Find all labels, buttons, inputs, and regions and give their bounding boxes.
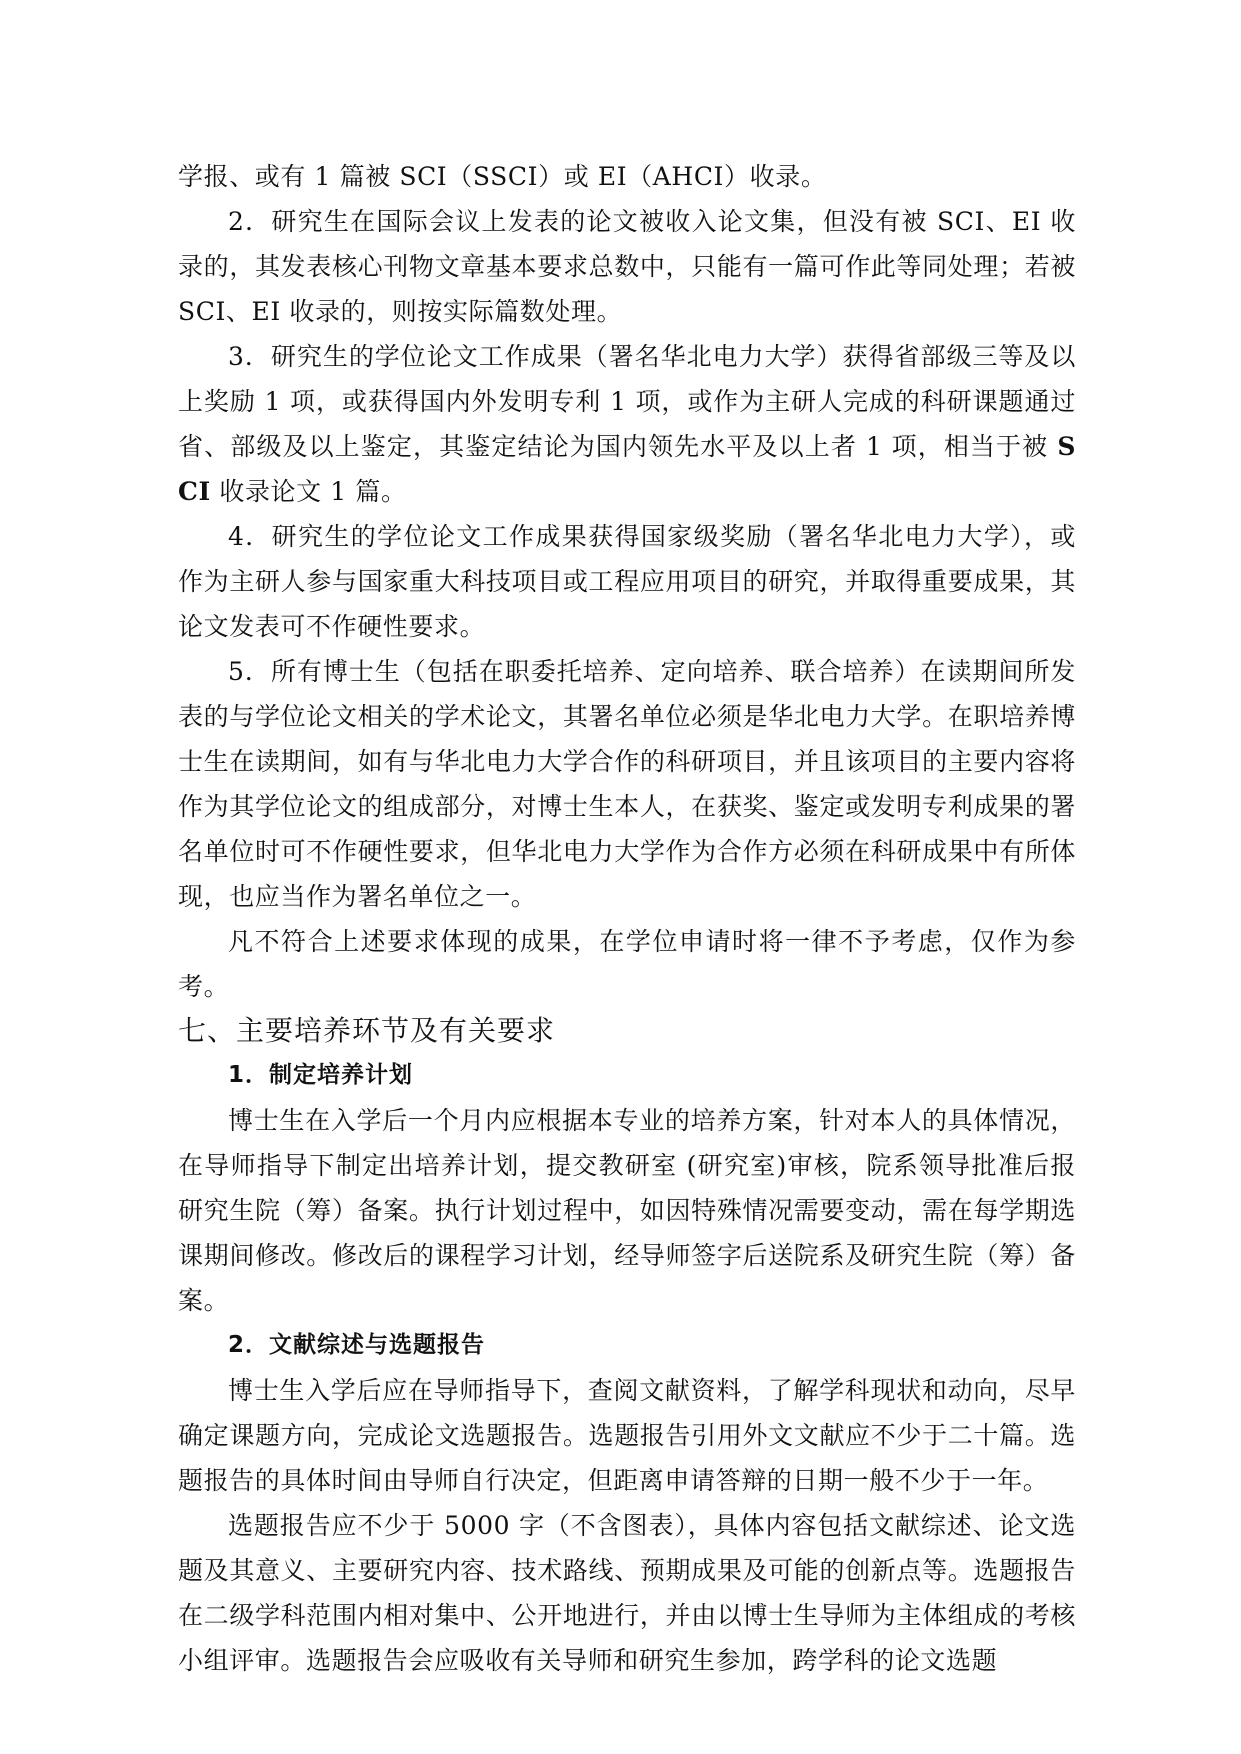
subsection-title-plan: 1．制定培养计划 [228, 1062, 414, 1088]
paragraph-note: 凡不符合上述要求体现的成果，在学位申请时将一律不予考虑，仅作为参考。 [178, 927, 1076, 1001]
paragraph-item-3-text: 3．研究生的学位论文工作成果（署名华北电力大学）获得省部级三等及以上奖励 1 项，或获得国内外发明专利 1 项，或作为主研人完成的科研课题通过省、部级及以上鉴定，其鉴定结论为国内领先水平及以上者 1 项，相当于被 [178, 342, 1076, 461]
paragraph-literature-1: 博士生入学后应在导师指导下，查阅文献资料，了解学科现状和动向，尽早确定课题方向，完成论文选题报告。选题报告引用外文文献应不少于二十篇。选题报告的具体时间由导师自行决定，但距离申请答辩的日期一般不少于一年。 [178, 1376, 1076, 1495]
subsection-title-literature: 2．文献综述与选题报告 [228, 1332, 486, 1358]
paragraph-item-3 [178, 334, 1076, 514]
paragraph-literature-2: 选题报告应不少于 5000 字（不含图表），具体内容包括文献综述、论文选题及其意义、主要研究内容、技术路线、预期成果及可能的创新点等。选题报告在二级学科范围内相对集中、公开地进行，并由以博士生导师为主体组成的考核小组评审。选题报告会应吸收有关导师和研究生参加，跨学科的论文选题 [178, 1511, 1076, 1675]
document-body [178, 154, 1076, 1683]
paragraph-item-4: 4．研究生的学位论文工作成果获得国家级奖励（署名华北电力大学），或作为主研人参与国家重大科技项目或工程应用项目的研究，并取得重要成果，其论文发表可不作硬性要求。 [178, 522, 1076, 641]
section-heading: 七、主要培养环节及有关要求 [178, 1014, 556, 1047]
paragraph-plan: 博士生在入学后一个月内应根据本专业的培养方案，针对本人的具体情况，在导师指导下制定出培养计划，提交教研室 (研究室)审核，院系领导批准后报研究生院（筹）备案。执行计划过程中，如因特殊情况需要变动，需在每学期选课期间修改。修改后的课程学习计划，经导师签字后送院系及研究生院（筹）备案。 [178, 1106, 1076, 1315]
paragraph-item-3-bold-sci: SCI [178, 432, 1076, 506]
paragraph-continuation: 学报、或有 1 篇被 SCI（SSCI）或 EI（AHCI）收录。 [178, 162, 827, 191]
paragraph-item-3-tail: 收录论文 1 篇。 [210, 477, 407, 506]
paragraph-item-2: 2．研究生在国际会议上发表的论文被收入论文集，但没有被 SCI、EI 收录的，其发表核心刊物文章基本要求总数中，只能有一篇可作此等同处理；若被 SCI、EI 收录的，则按实际篇数处理。 [178, 207, 1076, 326]
paragraph-item-5: 5．所有博士生（包括在职委托培养、定向培养、联合培养）在读期间所发表的与学位论文相关的学术论文，其署名单位必须是华北电力大学。在职培养博士生在读期间，如有与华北电力大学合作的科研项目，并且该项目的主要内容将作为其学位论文的组成部分，对博士生本人，在获奖、鉴定或发明专利成果的署名单位时可不作硬性要求，但华北电力大学作为合作方必须在科研成果中有所体现，也应当作为署名单位之一。 [178, 657, 1076, 911]
